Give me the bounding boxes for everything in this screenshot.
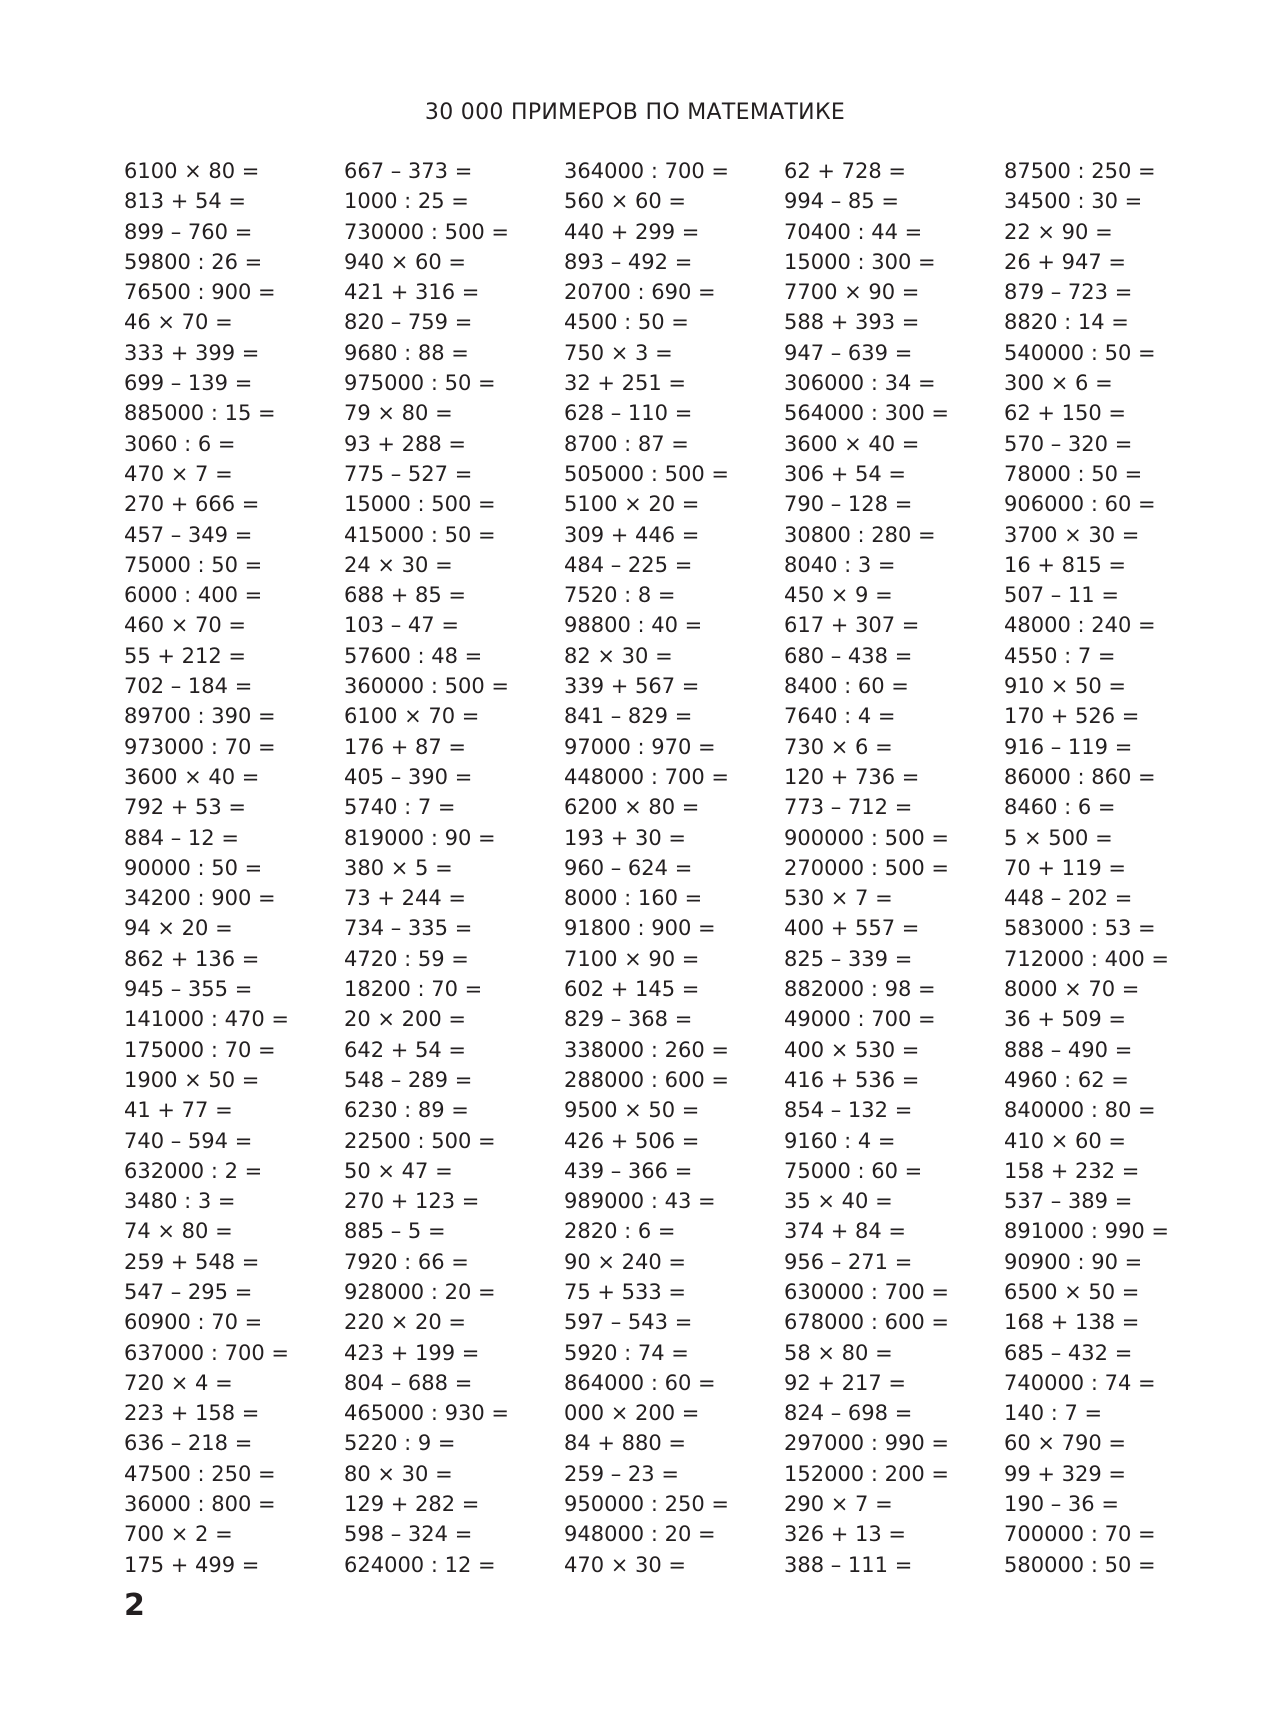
math-problem: 288000 : 600 = — [564, 1067, 729, 1092]
math-problem: 6100 × 80 = — [124, 159, 260, 183]
math-problem: 57600 : 48 = — [344, 643, 483, 668]
math-problem: 8040 : 3 = — [784, 552, 896, 577]
math-problem: 700000 : 70 = — [1004, 1522, 1156, 1547]
math-problem: 400 + 557 = — [784, 916, 920, 941]
math-problem: 193 + 30 = — [564, 825, 687, 850]
math-problem: 440 + 299 = — [564, 219, 700, 244]
math-problem: 819000 : 90 = — [344, 825, 496, 850]
math-problem: 685 – 432 = — [1004, 1340, 1133, 1365]
math-problem: 297000 : 990 = — [784, 1431, 949, 1456]
math-problem: 16 + 815 = — [1004, 552, 1127, 577]
math-problem: 8700 : 87 = — [564, 431, 689, 456]
math-problem: 893 – 492 = — [564, 249, 693, 274]
math-problem: 884 – 12 = — [124, 825, 239, 850]
math-problem: 15000 : 300 = — [784, 249, 936, 274]
math-problem: 22 × 90 = — [1004, 219, 1113, 244]
math-problem: 947 – 639 = — [784, 340, 913, 365]
math-problem: 290 × 7 = — [784, 1492, 893, 1517]
page-number: 2 — [124, 1588, 145, 1623]
math-problem: 84 + 880 = — [564, 1431, 687, 1456]
math-problem: 259 – 23 = — [564, 1461, 679, 1486]
math-problem: 699 – 139 = — [124, 371, 253, 396]
math-problem: 90000 : 50 = — [124, 855, 263, 880]
math-problem: 460 × 70 = — [124, 613, 247, 638]
math-problem: 98800 : 40 = — [564, 613, 703, 638]
math-problem: 950000 : 250 = — [564, 1492, 729, 1517]
math-problem: 864000 : 60 = — [564, 1370, 716, 1395]
math-problem: 7520 : 8 = — [564, 583, 676, 608]
math-problem: 97000 : 970 = — [564, 734, 716, 759]
math-problem: 80 × 30 = — [344, 1461, 453, 1486]
math-problem: 380 × 5 = — [344, 855, 453, 880]
math-problem: 547 – 295 = — [124, 1279, 253, 1304]
math-problem: 450 × 9 = — [784, 583, 893, 608]
math-problem: 6230 : 89 = — [344, 1098, 469, 1123]
math-problem: 530 × 7 = — [784, 886, 893, 911]
math-problem: 410 × 60 = — [1004, 1128, 1127, 1153]
math-problem: 602 + 145 = — [564, 977, 700, 1002]
math-problem: 93 + 288 = — [344, 431, 467, 456]
math-problem: 448 – 202 = — [1004, 886, 1133, 911]
math-problem: 505000 : 500 = — [564, 461, 729, 486]
math-problem: 175000 : 70 = — [124, 1037, 276, 1062]
math-problem: 90900 : 90 = — [1004, 1249, 1143, 1274]
math-problem: 8000 : 160 = — [564, 886, 703, 911]
math-problem: 439 – 366 = — [564, 1158, 693, 1183]
math-problem: 60 × 790 = — [1004, 1431, 1127, 1456]
math-problem: 3480 : 3 = — [124, 1189, 236, 1214]
math-problem: 888 – 490 = — [1004, 1037, 1133, 1062]
math-problem: 333 + 399 = — [124, 340, 260, 365]
math-problem: 636 – 218 = — [124, 1431, 253, 1456]
math-problem: 813 + 54 = — [124, 189, 247, 214]
math-problem: 388 – 111 = — [784, 1552, 913, 1577]
math-problem: 628 – 110 = — [564, 401, 693, 426]
math-problem: 120 + 736 = — [784, 764, 920, 789]
math-problem: 882000 : 98 = — [784, 977, 936, 1002]
math-problem: 994 – 85 = — [784, 189, 899, 214]
math-problem: 588 + 393 = — [784, 310, 920, 335]
math-problem: 790 – 128 = — [784, 492, 913, 517]
math-problem: 270 + 666 = — [124, 492, 260, 517]
math-problem: 73 + 244 = — [344, 886, 467, 911]
math-problem: 74 × 80 = — [124, 1219, 233, 1244]
math-problem: 484 – 225 = — [564, 552, 693, 577]
math-problem: 900000 : 500 = — [784, 825, 949, 850]
math-problem: 6500 × 50 = — [1004, 1279, 1140, 1304]
math-problem: 885 – 5 = — [344, 1219, 446, 1244]
math-problem: 688 + 85 = — [344, 583, 467, 608]
math-problem: 740000 : 74 = — [1004, 1370, 1156, 1395]
math-problem: 580000 : 50 = — [1004, 1552, 1156, 1577]
problem-column-5 — [1004, 156, 1224, 1580]
math-problem: 548 – 289 = — [344, 1067, 473, 1092]
math-problem: 829 – 368 = — [564, 1007, 693, 1032]
math-problem: 956 – 271 = — [784, 1249, 913, 1274]
math-problem: 8820 : 14 = — [1004, 310, 1129, 335]
math-problem: 90 × 240 = — [564, 1249, 687, 1274]
math-problem: 46 × 70 = — [124, 310, 233, 335]
math-problem: 906000 : 60 = — [1004, 492, 1156, 517]
math-problem: 630000 : 700 = — [784, 1279, 949, 1304]
math-problem: 338000 : 260 = — [564, 1037, 729, 1062]
math-problem: 190 – 36 = — [1004, 1492, 1119, 1517]
math-problem: 270000 : 500 = — [784, 855, 949, 880]
problem-column-2 — [344, 156, 564, 1580]
math-problem: 59800 : 26 = — [124, 249, 263, 274]
math-problem: 50 × 47 = — [344, 1158, 453, 1183]
math-problem: 170 + 526 = — [1004, 704, 1140, 729]
math-problem: 15000 : 500 = — [344, 492, 496, 517]
math-problem: 26 + 947 = — [1004, 249, 1127, 274]
math-problem: 270 + 123 = — [344, 1189, 480, 1214]
math-problem: 840000 : 80 = — [1004, 1098, 1156, 1123]
math-problem: 537 – 389 = — [1004, 1189, 1133, 1214]
math-problem: 702 – 184 = — [124, 674, 253, 699]
math-problem: 82 × 30 = — [564, 643, 673, 668]
problem-column-3 — [564, 156, 784, 1580]
math-problem: 70400 : 44 = — [784, 219, 923, 244]
math-problem: 34200 : 900 = — [124, 886, 276, 911]
math-problem: 824 – 698 = — [784, 1401, 913, 1426]
math-problem: 99 + 329 = — [1004, 1461, 1127, 1486]
math-problem: 75000 : 60 = — [784, 1158, 923, 1183]
math-problem: 48000 : 240 = — [1004, 613, 1156, 638]
math-problem: 76500 : 900 = — [124, 280, 276, 305]
math-problem: 75 + 533 = — [564, 1279, 687, 1304]
math-problem: 89700 : 390 = — [124, 704, 276, 729]
math-problem: 457 – 349 = — [124, 522, 253, 547]
math-problem: 712000 : 400 = — [1004, 946, 1169, 971]
math-problem: 448000 : 700 = — [564, 764, 729, 789]
math-problem: 825 – 339 = — [784, 946, 913, 971]
math-problem: 583000 : 53 = — [1004, 916, 1156, 941]
math-problem: 1000 : 25 = — [344, 189, 469, 214]
math-problem: 6000 : 400 = — [124, 583, 263, 608]
math-problem: 306000 : 34 = — [784, 371, 936, 396]
math-problem: 564000 : 300 = — [784, 401, 949, 426]
math-problem: 7920 : 66 = — [344, 1249, 469, 1274]
math-problem: 470 × 7 = — [124, 461, 233, 486]
math-problem: 720 × 4 = — [124, 1370, 233, 1395]
math-problem: 9160 : 4 = — [784, 1128, 896, 1153]
math-problem: 36000 : 800 = — [124, 1492, 276, 1517]
math-problem: 792 + 53 = — [124, 795, 247, 820]
math-problem: 94 × 20 = — [124, 916, 233, 941]
math-problem: 960 – 624 = — [564, 855, 693, 880]
math-problem: 140 : 7 = — [1004, 1401, 1103, 1426]
math-problem: 891000 : 990 = — [1004, 1219, 1169, 1244]
math-problem: 973000 : 70 = — [124, 734, 276, 759]
math-problem: 5220 : 9 = — [344, 1431, 456, 1456]
math-problem: 841 – 829 = — [564, 704, 693, 729]
math-problem: 975000 : 50 = — [344, 371, 496, 396]
math-problem: 176 + 87 = — [344, 734, 467, 759]
math-problem: 5100 × 20 = — [564, 492, 700, 517]
math-problem: 862 + 136 = — [124, 946, 260, 971]
math-problem: 642 + 54 = — [344, 1037, 467, 1062]
math-problem: 49000 : 700 = — [784, 1007, 936, 1032]
math-problem: 624000 : 12 = — [344, 1552, 496, 1577]
math-problem: 423 + 199 = — [344, 1340, 480, 1365]
math-problem: 540000 : 50 = — [1004, 340, 1156, 365]
math-problem: 9500 × 50 = — [564, 1098, 700, 1123]
math-problem: 730 × 6 = — [784, 734, 893, 759]
math-problem: 129 + 282 = — [344, 1492, 480, 1517]
math-problem: 20700 : 690 = — [564, 280, 716, 305]
math-problem: 35 × 40 = — [784, 1189, 893, 1214]
math-problem: 326 + 13 = — [784, 1522, 907, 1547]
math-problem: 58 × 80 = — [784, 1340, 893, 1365]
math-problem: 87500 : 250 = — [1004, 159, 1156, 183]
math-problem: 8000 × 70 = — [1004, 977, 1140, 1002]
math-problem: 416 + 536 = — [784, 1067, 920, 1092]
math-problem: 678000 : 600 = — [784, 1310, 949, 1335]
math-problem: 560 × 60 = — [564, 189, 687, 214]
math-problem: 773 – 712 = — [784, 795, 913, 820]
math-problem: 20 × 200 = — [344, 1007, 467, 1032]
math-problem: 62 + 728 = — [784, 159, 907, 183]
math-problem: 5740 : 7 = — [344, 795, 456, 820]
math-problem: 426 + 506 = — [564, 1128, 700, 1153]
math-problem: 4960 : 62 = — [1004, 1067, 1129, 1092]
math-problem: 75000 : 50 = — [124, 552, 263, 577]
math-problem: 18200 : 70 = — [344, 977, 483, 1002]
math-problem: 306 + 54 = — [784, 461, 907, 486]
math-problem: 4720 : 59 = — [344, 946, 469, 971]
math-problem: 92 + 217 = — [784, 1370, 907, 1395]
math-problem: 775 – 527 = — [344, 461, 473, 486]
math-problem: 6100 × 70 = — [344, 704, 480, 729]
math-problem: 680 – 438 = — [784, 643, 913, 668]
math-problem: 3700 × 30 = — [1004, 522, 1140, 547]
math-problem: 62 + 150 = — [1004, 401, 1127, 426]
math-problem: 168 + 138 = — [1004, 1310, 1140, 1335]
math-problem: 7100 × 90 = — [564, 946, 700, 971]
page-title: 30 000 ПРИМЕРОВ ПО МАТЕМАТИКЕ — [424, 100, 846, 125]
math-problem: 7700 × 90 = — [784, 280, 920, 305]
math-problem: 152000 : 200 = — [784, 1461, 949, 1486]
math-problem: 989000 : 43 = — [564, 1189, 716, 1214]
math-problem: 4550 : 7 = — [1004, 643, 1116, 668]
math-problem: 32 + 251 = — [564, 371, 687, 396]
math-problem: 804 – 688 = — [344, 1370, 473, 1395]
math-problem: 879 – 723 = — [1004, 280, 1133, 305]
math-problem: 400 × 530 = — [784, 1037, 920, 1062]
math-problem: 3600 × 40 = — [784, 431, 920, 456]
math-problem: 47500 : 250 = — [124, 1461, 276, 1486]
math-problem: 734 – 335 = — [344, 916, 473, 941]
math-problem: 465000 : 930 = — [344, 1401, 509, 1426]
math-problem: 730000 : 500 = — [344, 219, 509, 244]
math-problem: 91800 : 900 = — [564, 916, 716, 941]
math-problem: 5920 : 74 = — [564, 1340, 689, 1365]
math-problem: 940 × 60 = — [344, 249, 467, 274]
math-problem: 103 – 47 = — [344, 613, 459, 638]
math-problem: 3600 × 40 = — [124, 764, 260, 789]
math-problem: 30800 : 280 = — [784, 522, 936, 547]
math-problem: 300 × 6 = — [1004, 371, 1113, 396]
math-problem: 7640 : 4 = — [784, 704, 896, 729]
math-problem: 158 + 232 = — [1004, 1158, 1140, 1183]
math-problem: 750 × 3 = — [564, 340, 673, 365]
math-problem: 79 × 80 = — [344, 401, 453, 426]
math-problem: 000 × 200 = — [564, 1401, 700, 1426]
math-problem: 9680 : 88 = — [344, 340, 469, 365]
math-problem: 899 – 760 = — [124, 219, 253, 244]
math-problem: 309 + 446 = — [564, 522, 700, 547]
math-problem: 8400 : 60 = — [784, 674, 909, 699]
math-problem: 141000 : 470 = — [124, 1007, 289, 1032]
math-problem: 740 – 594 = — [124, 1128, 253, 1153]
math-problem: 70 + 119 = — [1004, 855, 1127, 880]
math-problem: 223 + 158 = — [124, 1401, 260, 1426]
math-problem: 945 – 355 = — [124, 977, 253, 1002]
math-problem: 6200 × 80 = — [564, 795, 700, 820]
math-problem: 24 × 30 = — [344, 552, 453, 577]
math-problem: 86000 : 860 = — [1004, 764, 1156, 789]
math-problem: 667 – 373 = — [344, 159, 473, 183]
math-problem: 885000 : 15 = — [124, 401, 276, 426]
math-problem: 637000 : 700 = — [124, 1340, 289, 1365]
math-problem: 916 – 119 = — [1004, 734, 1133, 759]
problem-column-4 — [784, 156, 1004, 1580]
math-problem: 598 – 324 = — [344, 1522, 473, 1547]
math-problem: 55 + 212 = — [124, 643, 247, 668]
math-problem: 60900 : 70 = — [124, 1310, 263, 1335]
math-problem: 22500 : 500 = — [344, 1128, 496, 1153]
math-problem: 220 × 20 = — [344, 1310, 467, 1335]
math-problem: 470 × 30 = — [564, 1552, 687, 1577]
math-problem: 41 + 77 = — [124, 1098, 233, 1123]
problem-grid — [124, 156, 1224, 1580]
math-problem: 421 + 316 = — [344, 280, 480, 305]
math-problem: 507 – 11 = — [1004, 583, 1119, 608]
math-problem: 700 × 2 = — [124, 1522, 233, 1547]
math-problem: 364000 : 700 = — [564, 159, 729, 183]
math-problem: 928000 : 20 = — [344, 1279, 496, 1304]
math-problem: 820 – 759 = — [344, 310, 473, 335]
math-problem: 405 – 390 = — [344, 764, 473, 789]
math-problem: 339 + 567 = — [564, 674, 700, 699]
math-problem: 360000 : 500 = — [344, 674, 509, 699]
problem-column-1 — [124, 156, 344, 1580]
math-problem: 910 × 50 = — [1004, 674, 1127, 699]
math-problem: 597 – 543 = — [564, 1310, 693, 1335]
math-problem: 175 + 499 = — [124, 1552, 260, 1577]
math-problem: 632000 : 2 = — [124, 1158, 263, 1183]
math-problem: 570 – 320 = — [1004, 431, 1133, 456]
math-problem: 415000 : 50 = — [344, 522, 496, 547]
math-problem: 5 × 500 = — [1004, 825, 1113, 850]
math-problem: 617 + 307 = — [784, 613, 920, 638]
math-problem: 948000 : 20 = — [564, 1522, 716, 1547]
math-problem: 78000 : 50 = — [1004, 461, 1143, 486]
math-problem: 374 + 84 = — [784, 1219, 907, 1244]
math-problem: 36 + 509 = — [1004, 1007, 1127, 1032]
math-problem: 259 + 548 = — [124, 1249, 260, 1274]
math-problem: 34500 : 30 = — [1004, 189, 1143, 214]
math-problem: 2820 : 6 = — [564, 1219, 676, 1244]
math-problem: 854 – 132 = — [784, 1098, 913, 1123]
math-problem: 4500 : 50 = — [564, 310, 689, 335]
math-problem: 1900 × 50 = — [124, 1067, 260, 1092]
math-problem: 8460 : 6 = — [1004, 795, 1116, 820]
math-problem: 3060 : 6 = — [124, 431, 236, 456]
